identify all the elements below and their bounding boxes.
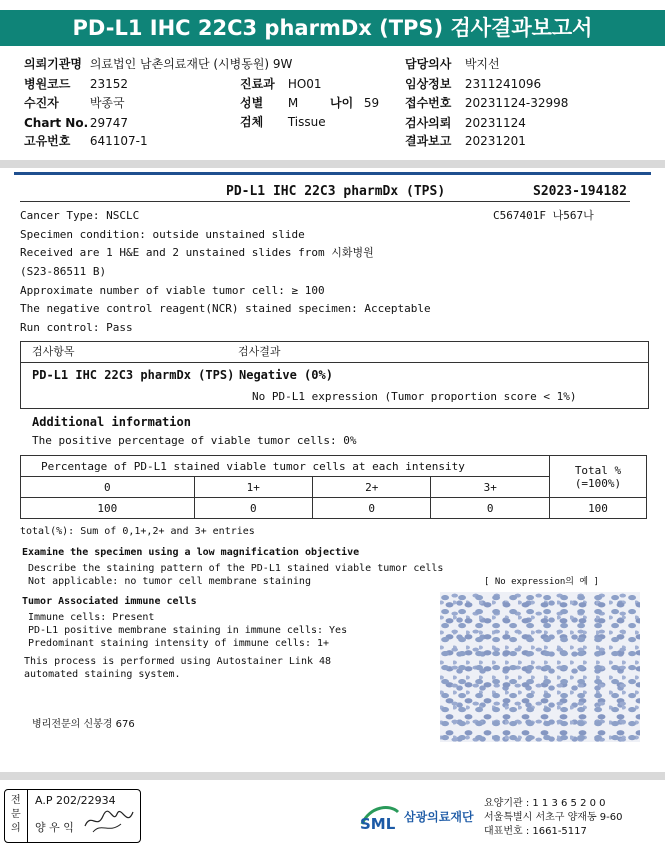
immune-line: PD-L1 positive membrane staining in immune cells: Yes	[28, 625, 348, 636]
report-line: (S23-86511 B)	[20, 265, 107, 278]
company-name: 삼광의료재단	[404, 810, 474, 824]
immune-line: Predominant staining intensity of immune cells: 1+	[28, 638, 330, 649]
divider	[27, 790, 28, 842]
sml-logo	[358, 800, 474, 836]
microscopy-image	[440, 592, 640, 742]
info-row: 의뢰기관명 의료법인 남촌의료재단 (시병동원) 9W	[24, 57, 293, 71]
ap-number: A.P 202/22934	[35, 794, 116, 807]
process-line: automated staining system.	[24, 669, 181, 680]
info-row: 검체 Tissue	[240, 115, 326, 129]
report-number: S2023-194182	[533, 184, 627, 199]
report-line: Received are 1 H&E and 2 unstained slides from 시화병원	[20, 246, 374, 259]
report-line: Specimen condition: outside unstained slide	[20, 228, 305, 241]
col-result-header: 검사결과	[238, 345, 281, 358]
specialist-name: 양 우 익	[35, 821, 74, 834]
value-cell: 0	[313, 498, 431, 519]
specimen-codes: C567401F 나567나	[493, 209, 594, 222]
report-line: The negative control reagent(NCR) stained specimen: Acceptable	[20, 302, 431, 315]
stamp-label: 전문의	[11, 795, 21, 834]
report-line: Approximate number of viable tumor cell: ≥ 100	[20, 284, 325, 297]
intensity-header: Percentage of PD-L1 stained viable tumor cells at each intensity	[21, 456, 550, 477]
sml-logo-icon	[358, 800, 402, 832]
handwritten-signature	[83, 804, 135, 836]
level-cell: 2+	[313, 477, 431, 498]
immune-title: Tumor Associated immune cells	[22, 596, 197, 607]
immune-line: Immune cells: Present	[28, 612, 155, 623]
total-header: Total % (=100%)	[550, 456, 647, 498]
value-cell: 100	[21, 498, 195, 519]
level-cell: 3+	[431, 477, 550, 498]
total-note: total(%): Sum of 0,1+,2+ and 3+ entries	[20, 526, 255, 537]
divider	[21, 362, 648, 363]
info-row: Chart No. 29747	[24, 116, 129, 130]
logo-text: SML	[360, 815, 396, 832]
divider	[0, 160, 665, 168]
cancer-type: Cancer Type: NSCLC	[20, 209, 140, 222]
test-name: PD-L1 IHC 22C3 pharmDx (TPS)	[226, 184, 446, 199]
specialist-stamp	[4, 789, 141, 843]
info-row: 고유번호 641107-1	[24, 134, 148, 148]
total-cell: 100	[550, 498, 647, 519]
info-row: 접수번호 20231124-32998	[405, 96, 569, 110]
examine-line: Not applicable: no tumor cell membrane staining	[28, 576, 311, 587]
footer-info: 대표번호 : 1661-5117	[484, 826, 587, 837]
level-cell: 0	[21, 477, 195, 498]
report-line: Run control: Pass	[20, 321, 133, 334]
info-row: 임상정보 2311241096	[405, 77, 542, 91]
result-detail: No PD-L1 expression (Tumor proportion score < 1%)	[252, 390, 577, 403]
info-row: 나이 59	[330, 96, 380, 110]
info-row: 진료과 HO01	[240, 77, 322, 91]
value-cell: 0	[431, 498, 550, 519]
info-row: 담당의사 박지선	[405, 57, 500, 71]
col-item-header: 검사항목	[32, 345, 75, 358]
intensity-table	[20, 455, 647, 519]
info-row: 검사의뢰 20231124	[405, 116, 526, 130]
report-title: PD-L1 IHC 22C3 pharmDx (TPS) 검사결과보고서	[0, 10, 665, 46]
divider	[0, 772, 665, 780]
examine-line: Describe the staining pattern of the PD-L1 stained viable tumor cells	[28, 563, 444, 574]
divider	[20, 201, 630, 202]
footer-info: 요양기관 : 1 1 3 6 5 2 0 0	[484, 798, 606, 809]
result-value: Negative (0%)	[239, 368, 333, 382]
info-row: 성별 M	[240, 96, 299, 110]
divider	[14, 172, 651, 175]
footer-info: 서울특별시 서초구 양재동 9-60	[484, 812, 623, 823]
value-cell: 0	[194, 498, 312, 519]
image-caption: [ No expression의 예 ]	[484, 577, 599, 587]
pathologist-signature: 병리전문의 신봉경 676	[32, 719, 135, 730]
result-item: PD-L1 IHC 22C3 pharmDx (TPS)	[32, 368, 235, 382]
info-row: 병원코드 23152	[24, 77, 129, 91]
additional-text: The positive percentage of viable tumor cells: 0%	[32, 434, 357, 447]
examine-title: Examine the specimen using a low magnification objective	[22, 547, 360, 558]
info-row: 결과보고 20231201	[405, 134, 526, 148]
level-cell: 1+	[194, 477, 312, 498]
process-line: This process is performed using Autostainer Link 48	[24, 656, 332, 667]
info-row: 수진자 박종국	[24, 96, 125, 110]
additional-title: Additional information	[32, 415, 191, 429]
